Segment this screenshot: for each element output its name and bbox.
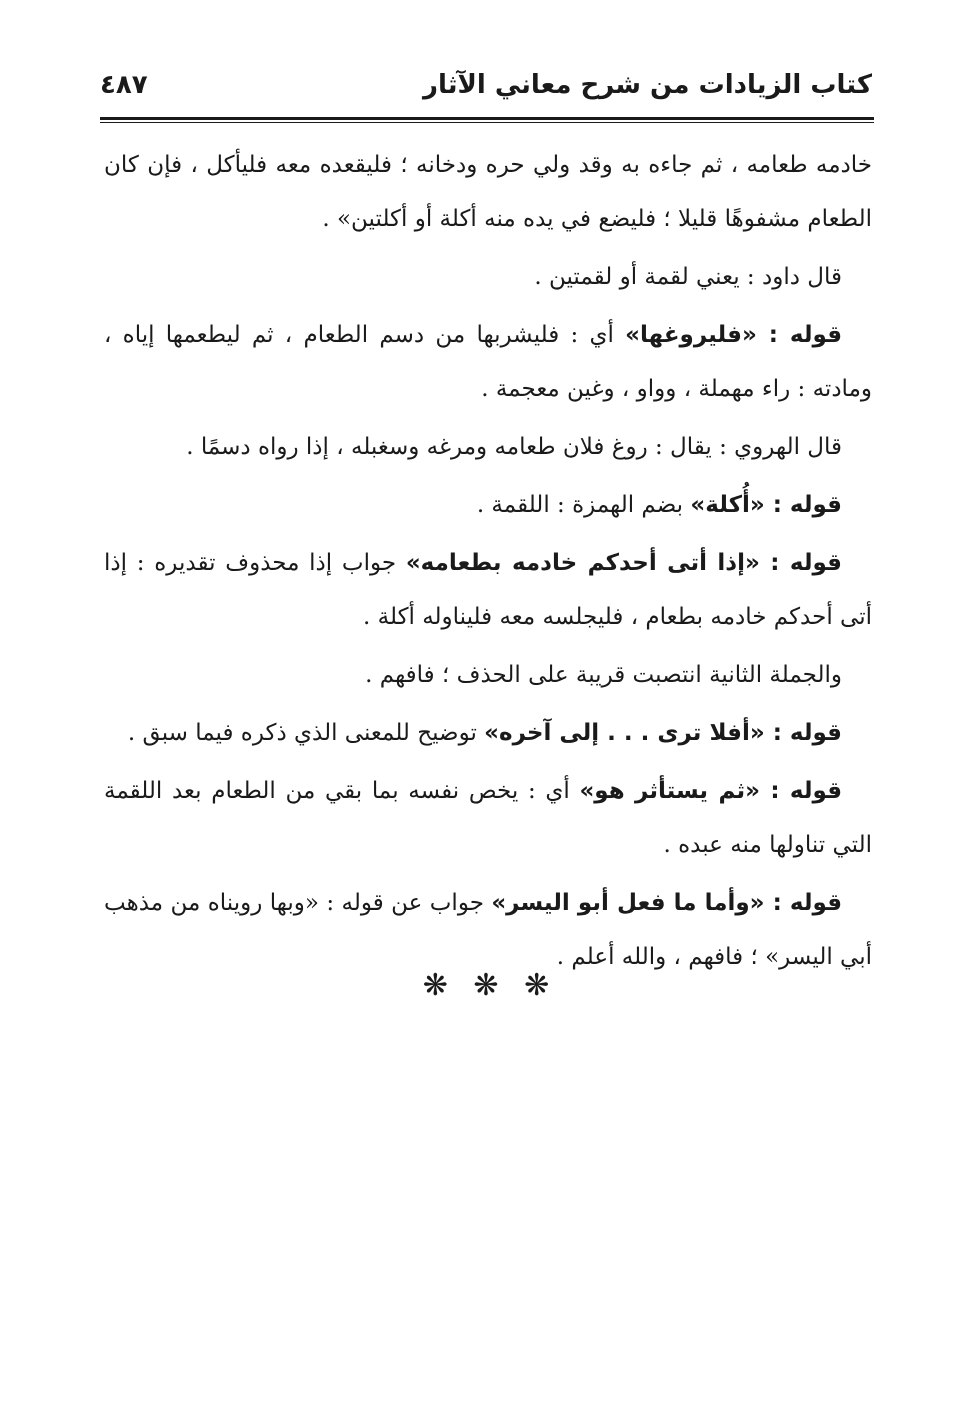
paragraph-1 — [104, 138, 872, 246]
body-text — [104, 138, 872, 988]
paragraph-lead: قوله : — [764, 492, 842, 518]
paragraph-text: قال الهروي : يقال : روغ فلان طعامه ومرغه وسغبله ، إذا رواه دسمًا . — [186, 434, 842, 460]
page-header — [100, 62, 872, 112]
paragraph-9 — [104, 764, 872, 872]
paragraph-quote: «وأما ما فعل أبو اليسر» — [491, 890, 765, 916]
paragraph-lead: قوله : — [756, 322, 842, 348]
paragraph-quote: «فليروغها» — [625, 322, 757, 348]
paragraph-text: أي : فليشربها من دسم الطعام ، ثم ليطعمها إياه ، ومادته : راء مهملة ، وواو ، وغين معجمة . — [104, 322, 872, 402]
section-end-ornament: ❋ ❋ ❋ — [422, 968, 558, 1003]
paragraph-text: خادمه طعامه ، ثم جاءه به وقد ولي حره ودخانه ؛ فليقعده معه فليأكل ، فإن كان الطعام مشفوهًا قليلا ؛ فليضع في يده منه أكلة أو أكلتين» . — [104, 152, 872, 232]
paragraph-text: قال داود : يعني لقمة أو لقمتين . — [534, 264, 842, 290]
paragraph-quote: «ثم يستأثر هو» — [579, 778, 760, 804]
paragraph-quote: «إذا أتى أحدكم خادمه بطعامه» — [405, 550, 760, 576]
paragraph-quote: «أُكلة» — [690, 492, 765, 518]
paragraph-quote: «أفلا ترى . . . إلى آخره» — [484, 720, 765, 746]
paragraph-3 — [104, 308, 872, 416]
paragraph-text: أي : يخص نفسه بما بقي من الطعام بعد اللقمة التي تناولها منه عبده . — [104, 778, 872, 858]
paragraph-lead: قوله : — [759, 778, 843, 804]
paragraph-8 — [104, 706, 872, 760]
paragraph-text: جواب عن قوله : «وبها رويناه من مذهب أبي اليسر» ؛ فافهم ، والله أعلم . — [104, 890, 872, 970]
paragraph-lead: قوله : — [759, 550, 842, 576]
paragraph-6 — [104, 536, 872, 644]
paragraph-7 — [104, 648, 872, 702]
paragraph-text: توضيح للمعنى الذي ذكره فيما سبق . — [127, 720, 485, 746]
page-number: ٤٨٧ — [100, 70, 148, 100]
paragraph-text: جواب إذا محذوف تقديره : إذا أتى أحدكم خادمه بطعام ، فليجلسه معه فليناوله أكلة . — [104, 550, 872, 630]
paragraph-4 — [104, 420, 872, 474]
book-title: كتاب الزيادات من شرح معاني الآثار — [423, 70, 872, 100]
paragraph-text: بضم الهمزة : اللقمة . — [476, 492, 691, 518]
paragraph-lead: قوله : — [764, 890, 842, 916]
paragraph-5 — [104, 478, 872, 532]
header-rule-thick — [100, 117, 874, 120]
paragraph-lead: قوله : — [764, 720, 842, 746]
header-rule-thin — [100, 122, 874, 123]
paragraph-2 — [104, 250, 872, 304]
paragraph-text: والجملة الثانية انتصبت قريبة على الحذف ؛ فافهم . — [365, 662, 842, 688]
